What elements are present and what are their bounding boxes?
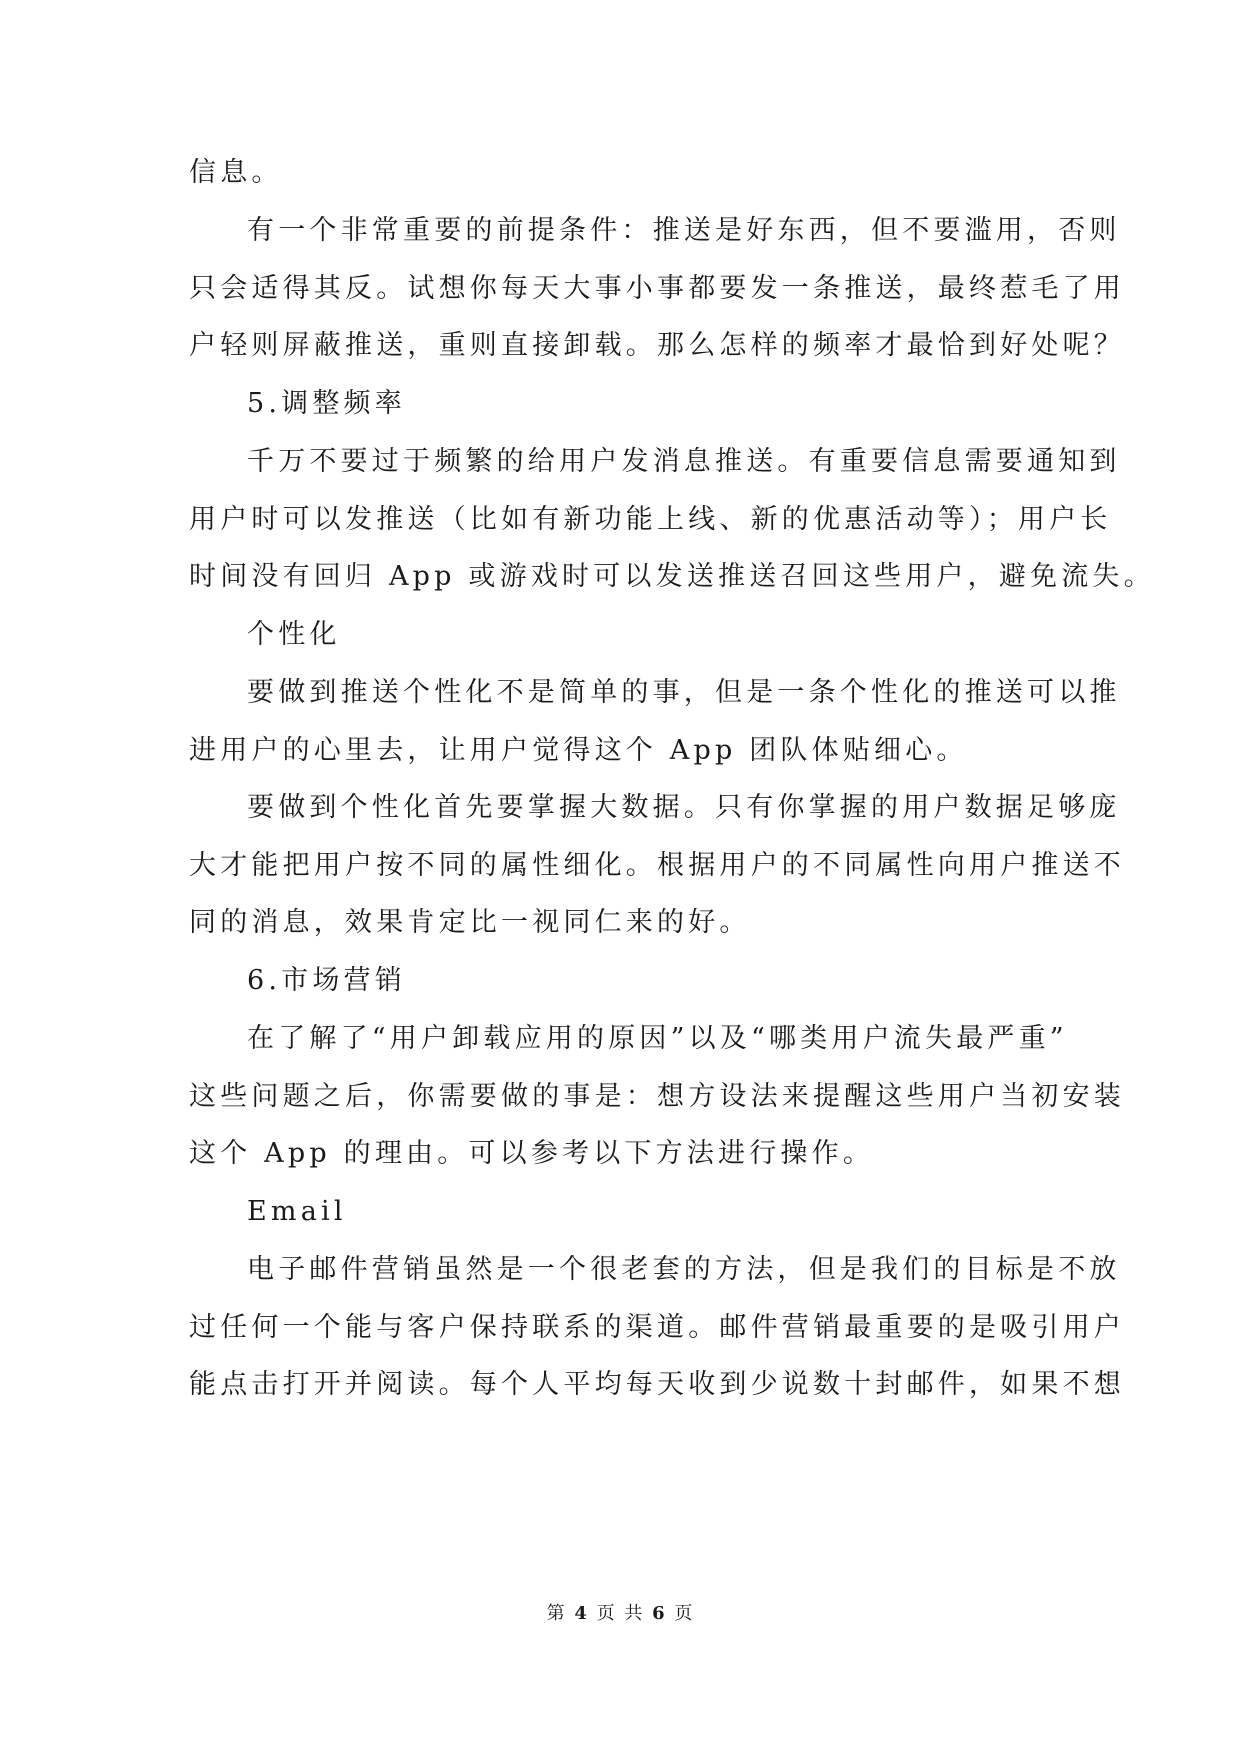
section-heading: Email	[247, 1196, 347, 1227]
paragraph-line: 电子邮件营销虽然是一个很老套的方法，但是我们的目标是不放	[247, 1254, 1121, 1285]
page-footer	[0, 1603, 1241, 1625]
paragraph-line: 在了解了“用户卸载应用的原因”以及“哪类用户流失最严重”	[247, 1023, 1068, 1054]
section-heading: 5.调整频率	[247, 388, 406, 419]
paragraph-line: 千万不要过于频繁的给用户发消息推送。有重要信息需要通知到	[247, 446, 1121, 477]
paragraph-line: 户轻则屏蔽推送，重则直接卸载。那么怎样的频率才最恰到好处呢？	[189, 330, 1125, 361]
footer-middle: 页 共	[596, 1603, 645, 1624]
paragraph-line: 时间没有回归 App 或游戏时可以发送推送召回这些用户，避免流失。	[189, 561, 1155, 592]
paragraph-line: 能点击打开并阅读。每个人平均每天收到少说数十封邮件，如果不想	[189, 1369, 1125, 1400]
paragraph-line: 进用户的心里去，让用户觉得这个 App 团队体贴细心。	[189, 735, 968, 766]
paragraph-line: 大才能把用户按不同的属性细化。根据用户的不同属性向用户推送不	[189, 850, 1125, 881]
paragraph-line: 这个 App 的理由。可以参考以下方法进行操作。	[189, 1138, 875, 1169]
paragraph-line: 要做到个性化首先要掌握大数据。只有你掌握的用户数据足够庞	[247, 792, 1121, 823]
section-heading: 6.市场营销	[247, 965, 406, 996]
paragraph-line: 有一个非常重要的前提条件：推送是好东西，但不要滥用，否则	[247, 215, 1121, 246]
paragraph-line: 要做到推送个性化不是简单的事，但是一条个性化的推送可以推	[247, 677, 1121, 708]
paragraph-line: 这些问题之后，你需要做的事是：想方设法来提醒这些用户当初安装	[189, 1081, 1125, 1112]
section-heading: 个性化	[247, 619, 341, 650]
paragraph-line: 只会适得其反。试想你每天大事小事都要发一条推送，最终惹毛了用	[189, 273, 1125, 304]
paragraph-line: 过任何一个能与客户保持联系的渠道。邮件营销最重要的是吸引用户	[189, 1312, 1125, 1343]
paragraph-line: 用户时可以发推送（比如有新功能上线、新的优惠活动等）；用户长	[189, 504, 1112, 535]
total-pages-number: 6	[652, 1603, 667, 1624]
current-page-number: 4	[574, 1603, 589, 1624]
footer-prefix: 第	[546, 1603, 567, 1624]
footer-suffix: 页	[674, 1603, 695, 1624]
paragraph-line: 同的消息，效果肯定比一视同仁来的好。	[189, 907, 751, 938]
paragraph-line: 信息。	[189, 157, 283, 188]
